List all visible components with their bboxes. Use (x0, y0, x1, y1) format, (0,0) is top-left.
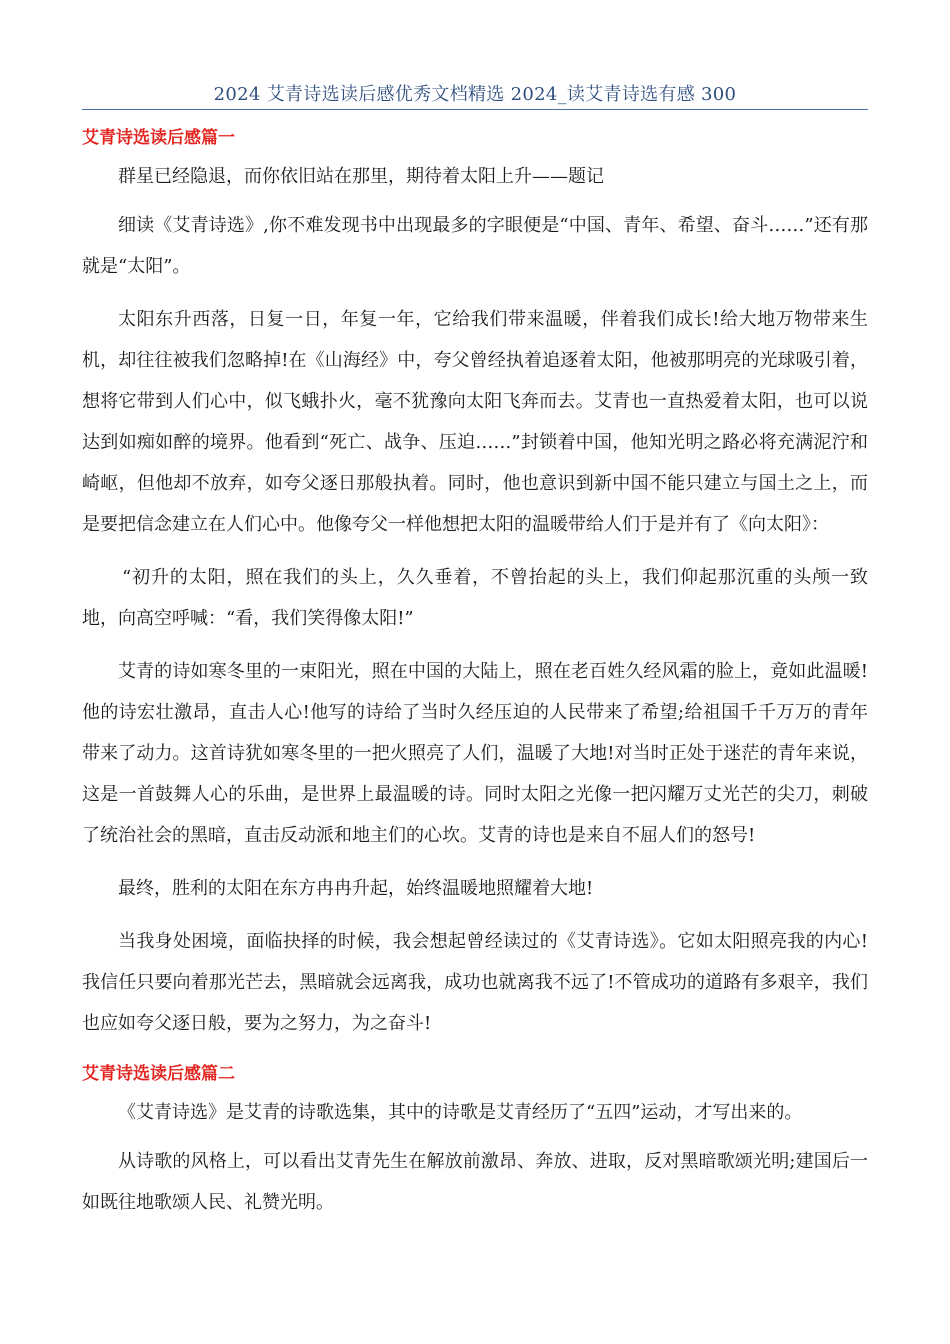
paragraph: 最终，胜利的太阳在东方冉冉升起，始终温暖地照耀着大地! (118, 878, 594, 899)
paragraph: 细读《艾青诗选》,你不难发现书中出现最多的字眼便是“中国、青年、希望、奋斗……”还有那就是“太阳”。 (82, 215, 868, 277)
paragraph: 艾青的诗如寒冬里的一束阳光，照在中国的大陆上，照在老百姓久经风霜的脸上，竟如此温暖!他的诗宏壮激昂，直击人心!他写的诗给了当时久经压迫的人民带来了希望;给祖国千千万万的青年带来了动力。这首诗犹如寒冬里的一把火照亮了人们，温暖了大地!对当时正处于迷茫的青年来说，这是一首鼓舞人心的乐曲，是世界上最温暖的诗。同时太阳之光像一把闪耀万丈光芒的尖刀，刺破了统治社会的黑暗，直击反动派和地主们的心坎。艾青的诗也是来自不屈人们的怒号! (82, 661, 868, 846)
section-title-2: 艾青诗选读后感篇二 (82, 1064, 235, 1084)
section-title-1: 艾青诗选读后感篇一 (82, 128, 235, 148)
header-divider (82, 109, 868, 110)
paragraph: 太阳东升西落，日复一日，年复一年，它给我们带来温暖，伴着我们成长!给大地万物带来生机，却往往被我们忽略掉!在《山海经》中，夸父曾经执着追逐着太阳，他被那明亮的光球吸引着，想将它带到人们心中，似飞蛾扑火，毫不犹豫向太阳飞奔而去。艾青也一直热爱着太阳，也可以说达到如痴如醉的境界。他看到“死亡、战争、压迫……”封锁着中国，他知光明之路必将充满泥泞和崎岖，但他却不放弃，如夸父逐日那般执着。同时，他也意识到新中国不能只建立与国土之上，而是要把信念建立在人们心中。他像夸父一样他想把太阳的温暖带给人们于是并有了《向太阳》： (82, 309, 868, 535)
page-header-title: 2024 艾青诗选读后感优秀文档精选 2024_读艾青诗选有感 300 (213, 84, 737, 105)
paragraph: 群星已经隐退，而你依旧站在那里，期待着太阳上升——题记 (118, 166, 604, 187)
paragraph: 当我身处困境，面临抉择的时候，我会想起曾经读过的《艾青诗选》。它如太阳照亮我的内心!我信任只要向着那光芒去，黑暗就会远离我，成功也就离我不远了!不管成功的道路有多艰辛，我们也应如夸父逐日般，要为之努力，为之奋斗! (82, 931, 868, 1034)
quote-paragraph: “初升的太阳，照在我们的头上，久久垂着，不曾抬起的头上，我们仰起那沉重的头颅一致地，向高空呼喊：“看，我们笑得像太阳!” (82, 567, 868, 629)
paragraph: 《艾青诗选》是艾青的诗歌选集，其中的诗歌是艾青经历了“五四”运动，才写出来的。 (118, 1102, 803, 1123)
document-body (82, 120, 868, 1235)
paragraph: 从诗歌的风格上，可以看出艾青先生在解放前激昂、奔放、进取，反对黑暗歌颂光明;建国后一如既往地歌颂人民、礼赞光明。 (82, 1151, 868, 1213)
